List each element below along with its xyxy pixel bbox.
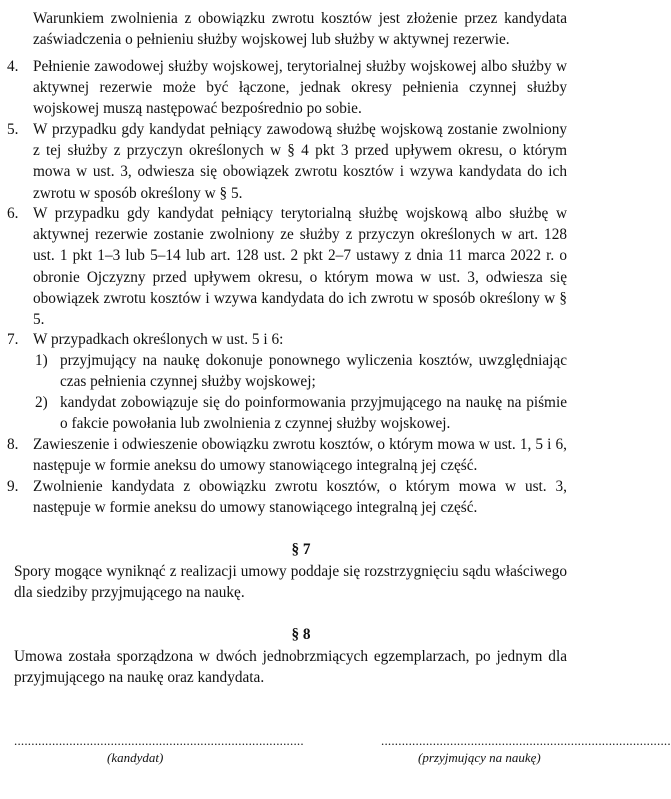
item-number: 9. [7, 478, 19, 495]
item-text: Zawieszenie i odwieszenie obowiązku zwrotu kosztów, o którym mowa w ust. 1, 5 i 6, następuje w formie aneksu do umowy stanowiącego integralną jej część. [33, 436, 567, 475]
sub-item-1 [35, 350, 567, 392]
section-7-text: Spory mogące wyniknąć z realizacji umowy poddaje się rozstrzygnięciu sądu właściwego dla siedziby przyjmującego na naukę. [14, 563, 567, 602]
section-8-heading: § 8 [291, 626, 311, 643]
section-7-heading: § 7 [291, 541, 311, 558]
signature-label-institution: (przyjmujący na naukę) [418, 750, 541, 765]
item-number: 8. [7, 436, 19, 453]
sub-item-text: kandydat zobowiązuje się do poinformowania przyjmującego na naukę na piśmie o fakcie powołania lub zwolnienia z czynnej służby wojskowej. [60, 394, 567, 433]
intro-paragraph: Warunkiem zwolnienia z obowiązku zwrotu kosztów jest złożenie przez kandydata zaświadczenia o pełnieniu służby wojskowej lub służby w aktywnej rezerwie. [33, 10, 567, 49]
item-text: W przypadkach określonych w ust. 5 i 6: [33, 331, 284, 348]
signature-line-institution: .................................................................................... [381, 733, 671, 748]
item-number: 6. [7, 205, 19, 222]
list-item-6 [7, 203, 567, 330]
signature-line-candidate: .................................................................................... [14, 733, 304, 748]
signature-label-candidate: (kandydat) [107, 750, 164, 765]
sub-item-number: 2) [35, 394, 48, 411]
section-8-text: Umowa została sporządzona w dwóch jednobrzmiących egzemplarzach, po jednym dla przyjmującego na naukę oraz kandydata. [14, 648, 567, 687]
item-text: Zwolnienie kandydata z obowiązku zwrotu kosztów, o którym mowa w ust. 3, następuje w formie aneksu do umowy stanowiącego integralną jej część. [33, 478, 567, 517]
list-item-7 [7, 329, 567, 350]
item-number: 5. [7, 121, 19, 138]
list-item-5 [7, 119, 567, 204]
item-number: 7. [7, 331, 19, 348]
item-text: W przypadku gdy kandydat pełniący terytorialną służbę wojskową albo służbę w aktywnej rezerwie zostanie zwolniony ze służby z przyczyn określonych w art. 128 ust. 1 pkt 1–3 lub 5–14 lub art. 128 ust. 2 pkt 2–7 ustawy z dnia 11 marca 2022 r. o obronie Ojczyzny przed upływem okresu, o którym mowa w ust. 3, odwiesza się obowiązek zwrotu kosztów i wzywa kandydata do ich zwrotu w sposób określony w § 5. [33, 205, 567, 329]
list-item-8 [7, 434, 567, 476]
sub-item-text: przyjmujący na naukę dokonuje ponownego wyliczenia kosztów, uwzględniając czas pełnienia czynnej służby wojskowej; [60, 352, 567, 391]
item-text: Pełnienie zawodowej służby wojskowej, terytorialnej służby wojskowej albo służby w aktywnej rezerwie może być łączone, jednak okresy pełnienia czynnej służby wojskowej muszą następować bezpośrednio po sobie. [33, 58, 567, 118]
list-item-9 [7, 476, 567, 518]
item-number: 4. [7, 58, 19, 75]
sub-item-number: 1) [35, 352, 48, 369]
item-text: W przypadku gdy kandydat pełniący zawodową służbę wojskową zostanie zwolniony z tej służby z przyczyn określonych w § 4 pkt 3 przed upływem okresu, o którym mowa w ust. 3, odwiesza się obowiązek zwrotu kosztów i wzywa kandydata do ich zwrotu w sposób określony w § 5. [33, 121, 567, 202]
sub-item-2 [35, 392, 567, 434]
list-item-4 [7, 56, 567, 120]
